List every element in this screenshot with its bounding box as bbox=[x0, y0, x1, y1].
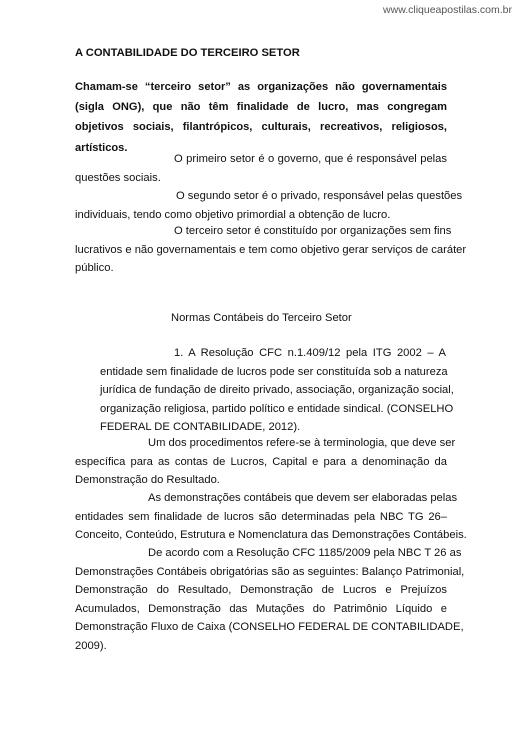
paragraph-line: questões sociais. bbox=[75, 171, 161, 184]
paragraph-line: Conceito, Conteúdo, Estrutura e Nomenclatura das Demonstrações Contábeis. bbox=[75, 529, 467, 541]
quoted-citation bbox=[100, 344, 454, 437]
paragraph-second-sector bbox=[75, 187, 463, 224]
paragraph-line: entidades sem finalidade de lucros são determinadas pela NBC TG 26– bbox=[75, 510, 447, 523]
paragraph-line: individuais, tendo como objetivo primordial a obtenção de lucro. bbox=[75, 208, 391, 221]
paragraph-line: De acordo com a Resolução CFC 1185/2009 pela NBC T 26 as bbox=[148, 547, 462, 559]
paragraph-financial-statements bbox=[75, 489, 467, 545]
paragraph-terminology bbox=[75, 434, 456, 490]
quote-line: organização religiosa, partido político e entidade sindical. (CONSELHO bbox=[100, 402, 454, 415]
quote-line: 1. A Resolução CFC n.1.409/12 pela ITG 2002 – A bbox=[174, 347, 446, 359]
paragraph-line: O terceiro setor é constituído por organizações sem fins bbox=[174, 225, 452, 237]
paragraph-line: público. bbox=[75, 262, 114, 274]
paragraph-first-sector bbox=[75, 150, 447, 187]
paragraph-third-sector bbox=[75, 222, 467, 278]
paragraph-line: Demonstrações Contábeis obrigatórias são as seguintes: Balanço Patrimonial, bbox=[75, 565, 465, 578]
intro-paragraph: Chamam-se “terceiro setor” as organizações não governamentais (sigla ONG), que não têm finalidade de lucro, mas congregam objetivos sociais, filantrópicos, culturais, recreativos, religiosos, artísticos. bbox=[75, 81, 447, 154]
paragraph-line: Demonstração Fluxo de Caixa (CONSELHO FEDERAL DE CONTABILIDADE, bbox=[75, 621, 464, 633]
quote-line: jurídica de fundação de direito privado, associação, organização social, bbox=[100, 384, 454, 396]
document-title: A CONTABILIDADE DO TERCEIRO SETOR bbox=[75, 47, 300, 59]
paragraph-line: 2009). bbox=[75, 639, 107, 652]
section-heading: Normas Contábeis do Terceiro Setor bbox=[171, 312, 352, 324]
paragraph-line: específica para as contas de Lucros, Capital e para a denominação da bbox=[75, 455, 447, 468]
paragraph-line: Um dos procedimentos refere-se à terminologia, que deve ser bbox=[148, 437, 456, 449]
paragraph-line: lucrativos e não governamentais e tem como objetivo gerar serviços de caráter bbox=[75, 243, 467, 256]
paragraph-line: Demonstração do Resultado. bbox=[75, 474, 220, 486]
paragraph-line: As demonstrações contábeis que devem ser elaboradas pelas bbox=[148, 492, 458, 504]
paragraph-line: O segundo setor é o privado, responsável pelas questões bbox=[176, 190, 463, 202]
paragraph-line: Acumulados, Demonstração das Mutações do Patrimônio Líquido e bbox=[75, 602, 447, 615]
paragraph-line: O primeiro setor é o governo, que é responsável pelas bbox=[174, 153, 447, 165]
quote-line: entidade sem finalidade de lucros pode ser constituída sob a natureza bbox=[100, 365, 448, 378]
paragraph-mandatory-statements bbox=[75, 544, 465, 655]
paragraph-line: Demonstração do Resultado, Demonstração de Lucros e Prejuízos bbox=[75, 584, 447, 596]
quote-line: FEDERAL DE CONTABILIDADE, 2012). bbox=[100, 421, 301, 433]
source-url: www.cliqueapostilas.com.br bbox=[383, 4, 512, 16]
